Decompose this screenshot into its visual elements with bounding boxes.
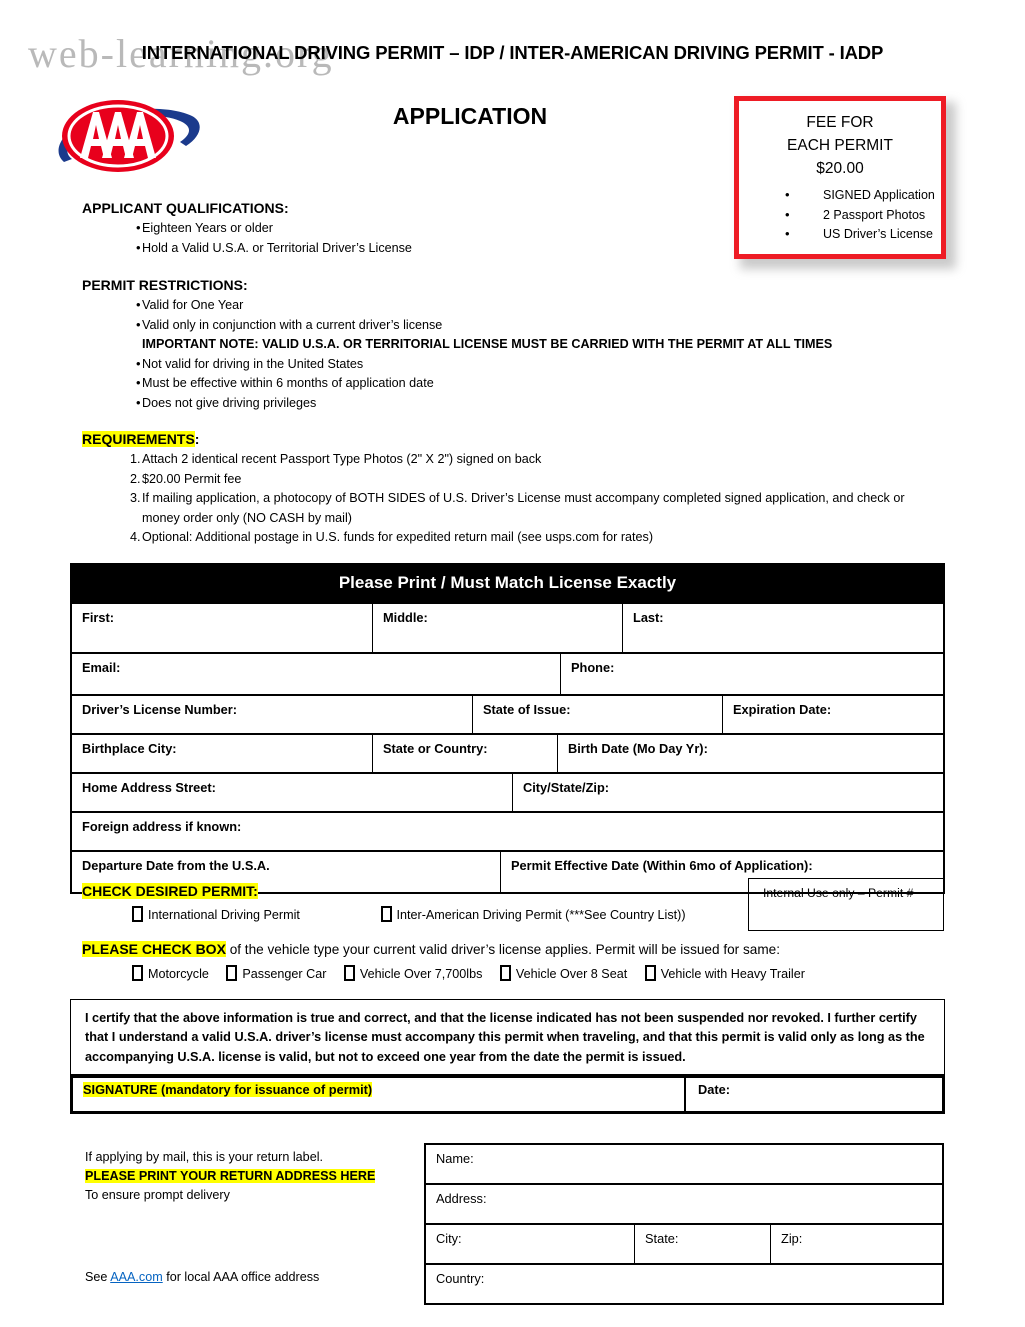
application-heading: APPLICATION <box>392 103 548 129</box>
list-item: Attach 2 identical recent Passport Type Photos (2" X 2") signed on back <box>142 452 542 466</box>
list-item: • Hold a Valid U.S.A. or Territorial Driver’s License <box>82 239 782 259</box>
field-return-name[interactable]: Name: <box>436 1151 474 1166</box>
field-permit-effective-date[interactable]: Permit Effective Date (Within 6mo of Application): <box>500 852 943 892</box>
field-email[interactable]: Email: <box>82 660 121 675</box>
field-return-zip[interactable]: Zip: <box>770 1225 942 1263</box>
aaa-logo <box>46 84 206 184</box>
table-row <box>72 694 943 733</box>
checkbox-icon[interactable] <box>381 906 392 922</box>
table-row <box>72 811 943 850</box>
list-item: • Eighteen Years or older <box>82 219 782 239</box>
list-item: $20.00 Permit fee <box>142 471 242 486</box>
check-desired-permit-heading: CHECK DESIRED PERMIT: <box>82 883 258 899</box>
internal-use-label: Internal Use only – Permit # <box>763 886 914 900</box>
certification-box <box>70 999 945 1078</box>
internal-use-box[interactable] <box>748 878 944 931</box>
applicant-form-table <box>70 563 945 894</box>
signature-date-field[interactable]: Date: <box>698 1082 730 1097</box>
vehicle-type-options <box>82 965 962 981</box>
qualifications-list <box>82 219 782 258</box>
list-item: • Does not give driving privileges <box>82 394 942 414</box>
return-line-2: PLEASE PRINT YOUR RETURN ADDRESS HERE <box>85 1169 376 1183</box>
see-prefix: See <box>85 1270 111 1284</box>
field-foreign-address[interactable]: Foreign address if known: <box>82 819 242 834</box>
field-state-or-country[interactable]: State or Country: <box>372 735 557 772</box>
field-return-country[interactable]: Country: <box>436 1271 485 1286</box>
field-expiration-date[interactable]: Expiration Date: <box>722 696 943 733</box>
permit-restrictions-heading: PERMIT RESTRICTIONS: <box>82 277 248 293</box>
option-motorcycle[interactable]: Motorcycle <box>132 967 209 981</box>
field-birthplace-city[interactable]: Birthplace City: <box>82 741 177 756</box>
signature-field[interactable]: SIGNATURE (mandatory for issuance of permit) <box>73 1077 686 1111</box>
field-departure-date[interactable]: Departure Date from the U.S.A. <box>82 858 270 873</box>
permit-type-options <box>82 906 742 922</box>
vehicle-check-heading: PLEASE CHECK BOX of the vehicle type your current valid driver’s license applies. Permit will be issued for same: <box>82 941 780 957</box>
form-band-title: Please Print / Must Match License Exactly <box>72 565 943 602</box>
table-row <box>72 772 943 811</box>
list-item: • Not valid for driving in the United States <box>82 355 942 375</box>
list-item: Optional: Additional postage in U.S. funds for expedited return mail (see usps.com for rates) <box>142 530 654 545</box>
table-row <box>426 1263 942 1303</box>
option-vehicle-with-heavy-trailer[interactable]: Vehicle with Heavy Trailer <box>645 967 805 981</box>
applicant-qualifications-section <box>82 200 782 258</box>
requirements-section <box>82 431 942 548</box>
return-line-1: If applying by mail, this is your return label. <box>85 1150 323 1164</box>
table-row <box>426 1223 942 1263</box>
field-last-name[interactable]: Last: <box>622 604 943 652</box>
field-middle-name[interactable]: Middle: <box>372 604 622 652</box>
aaa-oval <box>62 100 174 172</box>
fee-line-2: EACH PERMIT <box>787 137 893 154</box>
field-return-address[interactable]: Address: <box>436 1191 487 1206</box>
list-item: • Valid for One Year <box>82 296 942 316</box>
option-vehicle-over-8-seat[interactable]: Vehicle Over 8 Seat <box>500 967 627 981</box>
fee-item: • SIGNED Application <box>785 186 941 206</box>
checkbox-icon[interactable] <box>132 906 143 922</box>
permit-restrictions-section <box>82 277 942 414</box>
fee-line-1: FEE FOR <box>806 114 874 131</box>
see-suffix: for local AAA office address <box>162 1270 320 1284</box>
table-row <box>426 1145 942 1183</box>
table-row <box>426 1183 942 1223</box>
applicant-qualifications-heading: APPLICANT QUALIFICATIONS: <box>82 200 289 216</box>
field-city-state-zip[interactable]: City/State/Zip: <box>512 774 943 811</box>
field-phone[interactable]: Phone: <box>560 654 943 694</box>
field-return-state[interactable]: State: <box>634 1225 770 1263</box>
restrictions-list <box>82 296 942 414</box>
checkbox-icon[interactable] <box>344 965 355 981</box>
watermark-text: web-learning.org <box>28 31 334 76</box>
checkbox-icon[interactable] <box>226 965 237 981</box>
field-first-name[interactable]: First: <box>82 610 114 625</box>
return-label-instructions <box>85 1148 405 1205</box>
option-international-driving-permit[interactable]: International Driving Permit <box>132 906 377 922</box>
fee-item: • US Driver’s License <box>785 225 941 245</box>
table-row <box>72 652 943 694</box>
field-return-city[interactable]: City: <box>436 1231 462 1246</box>
field-state-of-issue[interactable]: State of Issue: <box>472 696 722 733</box>
return-line-3: To ensure prompt delivery <box>85 1188 230 1202</box>
requirements-list <box>82 450 942 548</box>
checkbox-icon[interactable] <box>132 965 143 981</box>
aaa-com-link[interactable]: AAA.com <box>110 1270 163 1284</box>
return-address-table <box>424 1143 944 1305</box>
table-row <box>72 733 943 772</box>
field-dl-number[interactable]: Driver’s License Number: <box>82 702 238 717</box>
field-birth-date[interactable]: Birth Date (Mo Day Yr): <box>557 735 943 772</box>
check-desired-permit-section <box>82 883 742 922</box>
field-home-address[interactable]: Home Address Street: <box>82 780 216 795</box>
fee-item: • 2 Passport Photos <box>785 206 941 226</box>
signature-row <box>70 1074 945 1114</box>
checkbox-icon[interactable] <box>645 965 656 981</box>
aaa-office-link-line <box>85 1270 319 1284</box>
list-item: • Must be effective within 6 months of application date <box>82 374 942 394</box>
certification-text: I certify that the above information is true and correct, and that the license indicated has not been suspended nor revoked. I further certify that I understand a valid U.S.A. driver’s license must accompany this permit when traveling, and that this permit is valid only as long as the accompanying U.S.A. license is valid, but not to exceed one year from the date the permit is issued. <box>85 1011 925 1064</box>
fee-amount: $20.00 <box>816 160 864 177</box>
table-row <box>72 602 943 652</box>
list-item: If mailing application, a photocopy of BOTH SIDES of U.S. Driver’s License must accompany completed signed application, and check or money order only (NO CASH by mail) <box>142 491 905 525</box>
option-vehicle-over-7700lbs[interactable]: Vehicle Over 7,700lbs <box>344 967 483 981</box>
important-note: IMPORTANT NOTE: VALID U.S.A. OR TERRITORIAL LICENSE MUST BE CARRIED WITH THE PERMIT AT ALL TIMES <box>142 337 833 352</box>
option-passenger-car[interactable]: Passenger Car <box>226 967 326 981</box>
checkbox-icon[interactable] <box>500 965 511 981</box>
option-inter-american-driving-permit[interactable]: Inter-American Driving Permit (***See Country List)) <box>381 908 686 922</box>
vehicle-type-section <box>82 941 962 981</box>
page-title: INTERNATIONAL DRIVING PERMIT – IDP / INTER-AMERICAN DRIVING PERMIT - IADP <box>141 42 884 63</box>
requirements-heading: REQUIREMENTS: <box>82 431 200 447</box>
list-item: • Valid only in conjunction with a current driver’s license <box>82 316 942 336</box>
